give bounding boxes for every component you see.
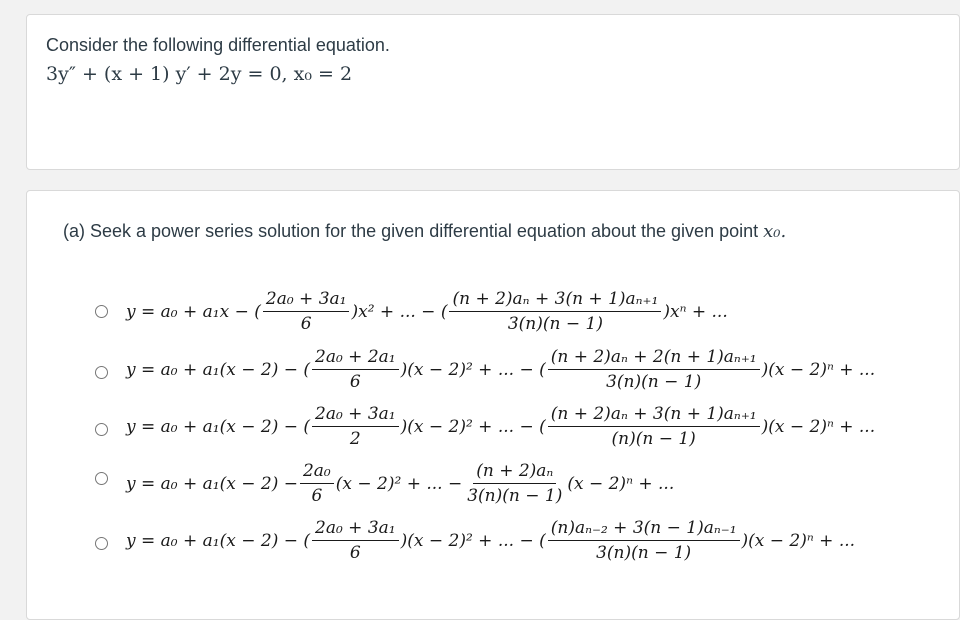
option-formula — [125, 346, 876, 393]
fraction-1 — [312, 346, 399, 393]
part-a-card — [26, 190, 960, 620]
formula-middle: )(x − 2)² + ... − ( — [400, 416, 546, 437]
fraction-2-numerator: (n + 2)aₙ + 2(n + 1)aₙ₊₁ — [548, 346, 760, 370]
formula-prefix: y = a₀ + a₁x − ( — [126, 301, 261, 322]
fraction-1-denominator: 6 — [349, 543, 361, 563]
fraction-2-denominator: 3(n)(n − 1) — [606, 372, 702, 392]
option-formula — [125, 288, 729, 335]
fraction-2-numerator: (n)aₙ₋₂ + 3(n − 1)aₙ₋₁ — [548, 517, 740, 541]
fraction-2-denominator: (n)(n − 1) — [611, 429, 696, 449]
formula-suffix: )(x − 2)ⁿ + ... — [761, 359, 876, 380]
fraction-1-denominator: 2 — [349, 429, 361, 449]
fraction-2-numerator: (n + 2)aₙ — [473, 460, 556, 484]
part-a-text: (a) Seek a power series solution for the given differential equation about the given point — [63, 221, 764, 241]
fraction-2-denominator: 3(n)(n − 1) — [596, 543, 692, 563]
radio-button[interactable] — [95, 423, 108, 436]
fraction-1 — [312, 403, 399, 450]
formula-prefix: y = a₀ + a₁(x − 2) − — [126, 473, 298, 494]
radio-button[interactable] — [95, 472, 108, 485]
fraction-2 — [548, 517, 740, 564]
formula-middle: )x² + ... − ( — [351, 301, 448, 322]
radio-button[interactable] — [95, 305, 108, 318]
formula-middle: )(x − 2)² + ... − ( — [400, 530, 546, 551]
fraction-1-numerator: 2a₀ + 2a₁ — [312, 346, 399, 370]
formula-prefix: y = a₀ + a₁(x − 2) − ( — [126, 359, 311, 380]
fraction-2-denominator: 3(n)(n − 1) — [467, 486, 563, 506]
fraction-2-denominator: 3(n)(n − 1) — [507, 314, 603, 334]
fraction-1-denominator: 6 — [349, 372, 361, 392]
fraction-1-numerator: 2a₀ + 3a₁ — [263, 288, 350, 312]
radio-button[interactable] — [95, 537, 108, 550]
fraction-2 — [548, 403, 760, 450]
fraction-1-denominator: 6 — [300, 314, 312, 334]
fraction-2 — [449, 288, 661, 335]
part-a-label — [63, 221, 786, 242]
fraction-2-numerator: (n + 2)aₙ + 3(n + 1)aₙ₊₁ — [548, 403, 760, 427]
fraction-2 — [464, 460, 565, 507]
formula-suffix: (x − 2)ⁿ + ... — [567, 473, 675, 494]
question-card — [26, 14, 960, 170]
differential-equation: 3y″ + (x + 1) y′ + 2y = 0, x₀ = 2 — [46, 63, 353, 85]
fraction-2 — [548, 346, 760, 393]
part-a-point: x₀. — [763, 221, 787, 242]
formula-suffix: )xⁿ + ... — [663, 301, 728, 322]
fraction-1 — [300, 460, 334, 507]
radio-button[interactable] — [95, 366, 108, 379]
fraction-1 — [312, 517, 399, 564]
formula-prefix: y = a₀ + a₁(x − 2) − ( — [126, 530, 311, 551]
formula-middle: )(x − 2)² + ... − ( — [400, 359, 546, 380]
fraction-1-numerator: 2a₀ — [300, 460, 334, 484]
fraction-2-numerator: (n + 2)aₙ + 3(n + 1)aₙ₊₁ — [449, 288, 661, 312]
fraction-1 — [263, 288, 350, 335]
formula-middle: (x − 2)² + ... − — [335, 473, 463, 494]
option-formula — [125, 460, 675, 507]
fraction-1-numerator: 2a₀ + 3a₁ — [312, 517, 399, 541]
fraction-1-denominator: 6 — [311, 486, 323, 506]
question-prompt: Consider the following differential equation. — [46, 35, 390, 55]
formula-suffix: )(x − 2)ⁿ + ... — [741, 530, 856, 551]
option-formula — [125, 517, 856, 564]
fraction-1-numerator: 2a₀ + 3a₁ — [312, 403, 399, 427]
option-formula — [125, 403, 876, 450]
formula-suffix: )(x − 2)ⁿ + ... — [761, 416, 876, 437]
formula-prefix: y = a₀ + a₁(x − 2) − ( — [126, 416, 311, 437]
